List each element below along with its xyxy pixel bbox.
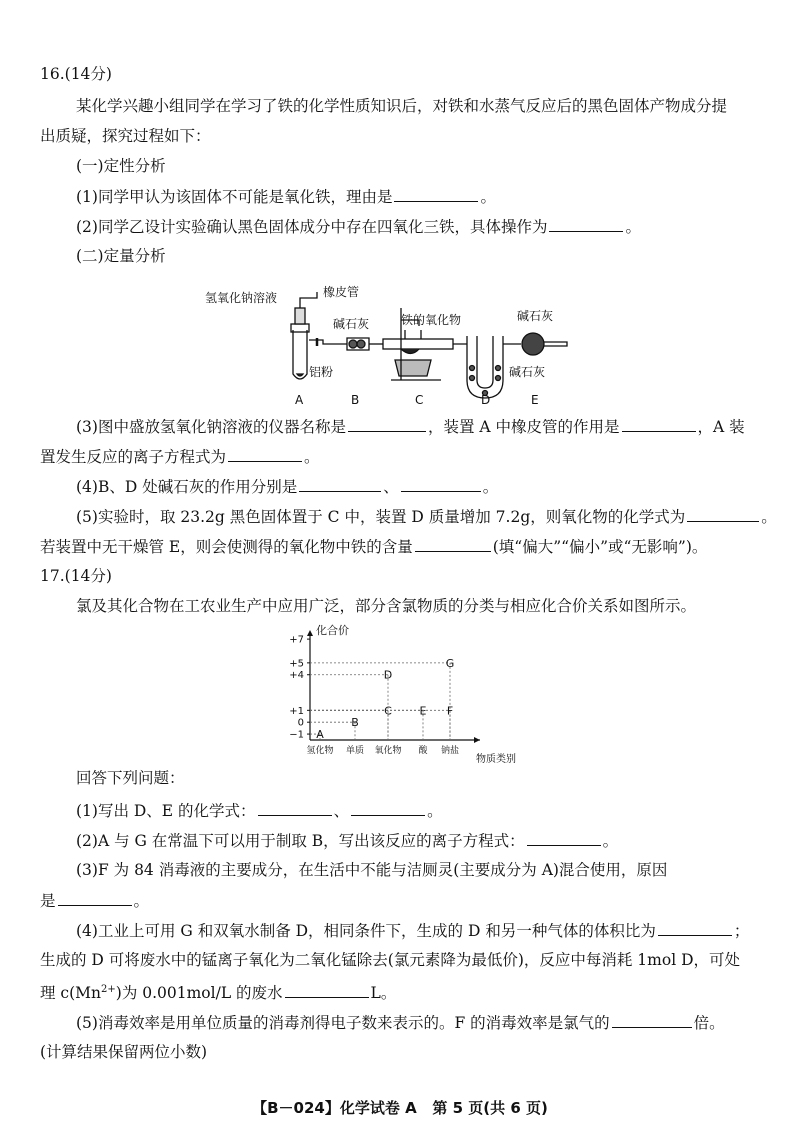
answer-blank[interactable] bbox=[285, 982, 369, 998]
answer-blank[interactable] bbox=[401, 476, 481, 492]
answer-blank[interactable] bbox=[658, 920, 732, 936]
page-footer bbox=[0, 1097, 800, 1118]
data-point: C bbox=[384, 704, 392, 718]
stopper-a bbox=[291, 324, 309, 332]
answer-blank[interactable] bbox=[612, 1012, 692, 1028]
q16-part4-text: (4)B、D 处碱石灰的作用分别是 bbox=[76, 478, 298, 496]
q17-part4-text-c-pre: 理 c(Mn bbox=[40, 984, 102, 1003]
q17-answer-prompt: 回答下列问题： bbox=[76, 769, 185, 787]
q17-part2-end: 。 bbox=[602, 832, 619, 850]
q17-part3-line1: (3)F 为 84 消毒液的主要成分，在生活中不能与洁厕灵(主要成分为 A)混合使用，原因 bbox=[76, 861, 668, 879]
glass-tube-c bbox=[383, 339, 453, 349]
q16-intro-line1: 某化学兴趣小组同学在学习了铁的化学性质知识后，对铁和水蒸气反应后的黑色固体产物成分提 bbox=[76, 97, 728, 115]
apparatus-label-e: E bbox=[531, 393, 539, 407]
answer-blank[interactable] bbox=[58, 890, 132, 906]
q17-part4-line2: 生成的 D 可将废水中的锰离子氧化为二氧化锰除去(氯元素降为最低价)，反应中每消耗 1mol D，可处 bbox=[40, 951, 741, 969]
q17-part2-text: (2)A 与 G 在常温下可以用于制取 B，写出该反应的离子方程式： bbox=[76, 832, 525, 850]
apparatus-label-soda-lime-b: 碱石灰 bbox=[333, 317, 370, 331]
q16-header: 16.(14分) bbox=[40, 65, 112, 83]
answer-blank[interactable] bbox=[348, 416, 426, 432]
apparatus-label-iron-oxide: 铁的氧化物 bbox=[401, 313, 462, 327]
answer-blank[interactable] bbox=[394, 186, 478, 202]
data-point: G bbox=[445, 656, 455, 670]
y-tick-label: +1 bbox=[289, 705, 304, 717]
q16-part1-text: (1)同学甲认为该固体不可能是氧化铁，理由是 bbox=[76, 188, 393, 206]
q16-part1 bbox=[76, 186, 496, 207]
valence-chart bbox=[270, 622, 530, 764]
apparatus-label-naoh: 氢氧化钠溶液 bbox=[205, 291, 278, 305]
y-axis-arrow bbox=[307, 630, 313, 636]
data-point: F bbox=[446, 704, 454, 718]
q16-part4 bbox=[76, 476, 498, 497]
data-point: D bbox=[383, 668, 393, 682]
answer-blank[interactable] bbox=[549, 216, 623, 232]
category-label: 氧化物 bbox=[374, 746, 402, 756]
q16-part2-end: 。 bbox=[625, 218, 641, 236]
funnel-a bbox=[295, 308, 305, 324]
q16-part4-sep: 、 bbox=[383, 478, 399, 496]
q16-intro-line2: 出质疑，探究过程如下： bbox=[40, 127, 211, 145]
q17-part3-end: 。 bbox=[133, 892, 150, 910]
q16-section-quantitative: (二)定量分析 bbox=[76, 247, 166, 265]
q16-part5-line2 bbox=[40, 536, 707, 557]
answer-blank[interactable] bbox=[687, 506, 759, 522]
q17-part4-line3 bbox=[40, 980, 396, 1003]
q17-part3-line2 bbox=[40, 890, 149, 911]
apparatus-label-b: B bbox=[351, 393, 360, 407]
q17-part1-sep: 、 bbox=[333, 802, 350, 820]
answer-blank[interactable] bbox=[299, 476, 381, 492]
apparatus-label-d: D bbox=[481, 393, 491, 407]
x-axis-label: 物质类别 bbox=[476, 754, 516, 764]
data-point: A bbox=[316, 728, 324, 742]
y-axis-label: 化合价 bbox=[316, 624, 349, 637]
q16-section-qualitative: (一)定性分析 bbox=[76, 157, 166, 175]
answer-blank[interactable] bbox=[622, 416, 696, 432]
q17-part3-text-b: 是 bbox=[40, 892, 56, 910]
q17-part5-text-a: (5)消毒效率是用单位质量的消毒剂得电子数来表示的。F 的消毒效率是氯气的 bbox=[76, 1014, 610, 1032]
q16-part2 bbox=[76, 216, 641, 237]
y-tick-label: +5 bbox=[289, 658, 304, 670]
q16-part5-text-a: (5)实验时，取 23.2g 黑色固体置于 C 中，装置 D 质量增加 7.2g，则氧化物的化学式为 bbox=[76, 508, 686, 526]
y-tick-label: −1 bbox=[289, 729, 304, 741]
drying-bulb-e bbox=[522, 333, 544, 355]
q16-part2-text: (2)同学乙设计实验确认黑色固体成分中存在四氧化三铁，具体操作为 bbox=[76, 218, 548, 236]
q16-part3-line2 bbox=[40, 446, 320, 467]
q17-intro: 氯及其化合物在工农业生产中应用广泛，部分含氯物质的分类与相应化合价关系如图所示。 bbox=[76, 597, 697, 615]
apparatus-label-a: A bbox=[295, 393, 304, 407]
q17-part5-line1 bbox=[76, 1012, 725, 1033]
q17-part4-text-c-end: L。 bbox=[370, 984, 397, 1003]
q17-part4-text-a-end: ； bbox=[733, 922, 750, 940]
rubber-tube bbox=[300, 292, 317, 308]
q17-part1-end: 。 bbox=[427, 802, 443, 820]
apparatus-label-aluminum: 铝粉 bbox=[309, 365, 334, 379]
q16-part3-text-d: 置发生反应的离子方程式为 bbox=[40, 448, 227, 466]
q17-part1-text: (1)写出 D、E 的化学式： bbox=[76, 802, 256, 820]
q16-part1-end: 。 bbox=[480, 188, 496, 206]
x-axis-arrow bbox=[474, 737, 480, 743]
answer-blank[interactable] bbox=[351, 800, 425, 816]
y-tick-label: +4 bbox=[289, 670, 304, 682]
q16-part4-end: 。 bbox=[482, 478, 499, 496]
answer-blank[interactable] bbox=[527, 830, 601, 846]
answer-blank[interactable] bbox=[415, 536, 491, 552]
q16-part3-end: 。 bbox=[304, 448, 320, 466]
q16-part5-line1 bbox=[76, 506, 777, 527]
q16-part3-line1 bbox=[76, 416, 745, 437]
test-tube-a bbox=[293, 330, 307, 379]
q16-part3-text-c: ，A 装 bbox=[697, 418, 745, 436]
q16-part3-text-a: (3)图中盛放氢氧化钠溶液的仪器名称是 bbox=[76, 418, 346, 436]
q16-part5-end: 。 bbox=[761, 508, 777, 526]
q17-part4-text-c-mid: )为 0.001mol/L 的废水 bbox=[115, 984, 283, 1003]
answer-blank[interactable] bbox=[228, 446, 302, 462]
category-label: 单质 bbox=[345, 746, 365, 756]
q17-part5-text-a-end: 倍。 bbox=[693, 1014, 725, 1032]
q16-part5-text-c: (填“偏大”“偏小”或“无影响”)。 bbox=[492, 538, 708, 556]
q17-part4-line1 bbox=[76, 920, 749, 941]
q16-part5-text-b: 若装置中无干燥管 E，则会使测得的氧化物中铁的含量 bbox=[40, 538, 413, 556]
q16-part3-text-b: ，装置 A 中橡皮管的作用是 bbox=[427, 418, 620, 436]
q17-part1 bbox=[76, 800, 443, 821]
category-label: 酸 bbox=[418, 746, 428, 756]
y-tick-label: +7 bbox=[289, 634, 304, 646]
q17-part4-superscript: 2+ bbox=[101, 984, 116, 995]
answer-blank[interactable] bbox=[258, 800, 332, 816]
apparatus-label-soda-lime-d: 碱石灰 bbox=[509, 365, 546, 379]
data-point: E bbox=[419, 704, 427, 718]
q17-part2 bbox=[76, 830, 618, 851]
q17-part4-text-a: (4)工业上可用 G 和双氧水制备 D，相同条件下，生成的 D 和另一种气体的体积比为 bbox=[76, 922, 656, 940]
y-tick-label: 0 bbox=[297, 717, 304, 729]
footer-code: 【B－024】化学试卷 A bbox=[252, 1099, 417, 1117]
category-label: 钠盐 bbox=[440, 746, 460, 756]
apparatus-label-soda-lime-e: 碱石灰 bbox=[517, 309, 554, 323]
footer-page-number: 第 5 页(共 6 页) bbox=[432, 1099, 548, 1117]
data-point: B bbox=[351, 716, 359, 730]
apparatus-label-c: C bbox=[415, 393, 424, 407]
apparatus-label-rubber: 橡皮管 bbox=[323, 285, 360, 299]
apparatus-figure bbox=[205, 280, 585, 410]
q17-part5-line2: (计算结果保留两位小数) bbox=[40, 1043, 208, 1061]
category-label: 氢化物 bbox=[306, 746, 334, 756]
q17-header: 17.(14分) bbox=[40, 567, 112, 585]
